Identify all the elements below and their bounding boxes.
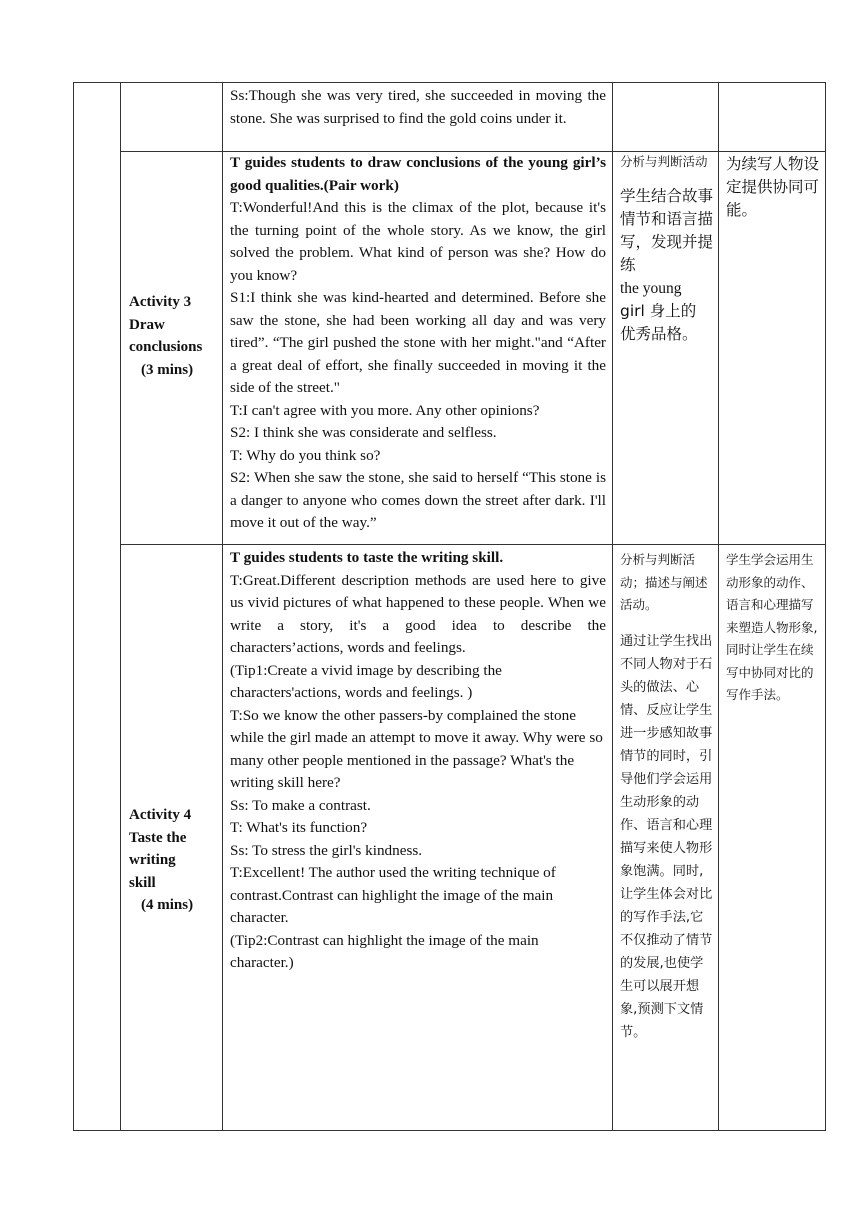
activity-name: writing <box>129 852 176 868</box>
activity3-purpose-cell <box>718 153 827 222</box>
design-notes: girl 身上的 <box>620 302 697 320</box>
activity-type: 分析与判断活动；描述与阐述活动。 <box>620 552 708 612</box>
activity3-type-cell <box>612 151 718 346</box>
design-notes: the young <box>620 280 682 297</box>
activity3-process-cell <box>222 151 612 544</box>
activity-type: 分析与判断活动 <box>620 154 708 169</box>
dialogue-line: T:Great.Different description methods are used here to give us vivid pictures of what happened to these people. When we write a story, it's a good idea to describe the characters’actions, words and feelings. <box>230 571 606 656</box>
activity4-type-cell <box>612 544 718 1044</box>
top-row-process-cell <box>222 85 612 151</box>
design-notes: 优秀品格。 <box>620 325 698 343</box>
design-purpose: 为续写人物设定提供协同可能。 <box>726 155 820 219</box>
dialogue-line: T:So we know the other passers-by complained the stone while the girl made an attempt to move it away. Why were so many other people mentioned in the passage? What's the writing skill here? <box>230 706 603 791</box>
activity-duration: (3 mins) <box>141 361 194 378</box>
design-notes: 学生结合故事情节和语言描写，发现并提练 <box>620 187 714 274</box>
process-heading: T guides students to taste the writing skill. <box>230 549 504 566</box>
tip-line: (Tip1:Create a vivid image by describing the characters'actions, words and feelings. ) <box>230 661 502 701</box>
tip-line: (Tip2:Contrast can highlight the image of the main character.) <box>230 931 539 971</box>
dialogue-line: T:Wonderful!And this is the climax of the plot, because it's the turning point of the whole story. As we know, the girl solved the problem. What kind of person was she? How do you know? <box>230 199 606 284</box>
dialogue-line: Ss: To stress the girl's kindness. <box>230 841 423 859</box>
activity-title: Activity 4 <box>129 807 192 823</box>
dialogue-line: S1:I think she was kind-hearted and determined. Before she saw the stone, she had been working all day and was very tired”. “The girl pushed the stone with her might."and “After a great deal of effort, she finally succeeded in moving it the side of the street." <box>230 289 606 396</box>
design-purpose: 学生学会运用生动形象的动作、语言和心理描写来塑造人物形象,同时让学生在续写中协同对比的写作手法。 <box>726 552 818 702</box>
activity3-label <box>124 291 222 381</box>
dialogue-line: S2: I think she was considerate and selfless. <box>230 424 497 441</box>
activity-name: Taste the <box>129 829 187 846</box>
activity4-label <box>124 804 222 917</box>
activity-name: conclusions <box>129 339 203 355</box>
activity4-process-cell <box>222 544 612 1132</box>
activity-title: Activity 3 <box>129 294 192 310</box>
dialogue-line: Ss: To make a contrast. <box>230 796 371 814</box>
activity-duration: (4 mins) <box>141 897 194 913</box>
design-notes: 通过让学生找出不同人物对于石头的做法、心情、反应让学生进一步感知故事情节的同时，引导他们学会运用生动形象的动作、语言和心理描写来使人物形象饱满。同时,让学生体会对比的写作手法,它不仅推动了情节的发展,也使学生可以展开想象,预测下文情节。 <box>620 633 713 1040</box>
activity-name: skill <box>129 874 156 891</box>
process-text: Ss:Though she was very tired, she succeeded in moving the stone. She was surprised to find the gold coins under it. <box>230 87 606 127</box>
lesson-plan-table <box>73 82 826 1131</box>
dialogue-line: S2: When she saw the stone, she said to herself “This stone is a danger to anyone who comes down the street after dark. I'll move it out of the way.” <box>230 469 606 531</box>
activity-name: Draw <box>129 316 165 333</box>
column-divider <box>120 83 121 1130</box>
dialogue-line: T: Why do you think so? <box>230 446 381 464</box>
dialogue-line: T:I can't agree with you more. Any other opinions? <box>230 401 540 419</box>
process-heading: T guides students to draw conclusions of the young girl’s good qualities.(Pair work) <box>230 154 606 194</box>
activity4-purpose-cell <box>718 544 827 707</box>
dialogue-line: T:Excellent! The author used the writing technique of contrast.Contrast can highlight the image of the main character. <box>230 864 556 926</box>
dialogue-line: T: What's its function? <box>230 819 368 836</box>
